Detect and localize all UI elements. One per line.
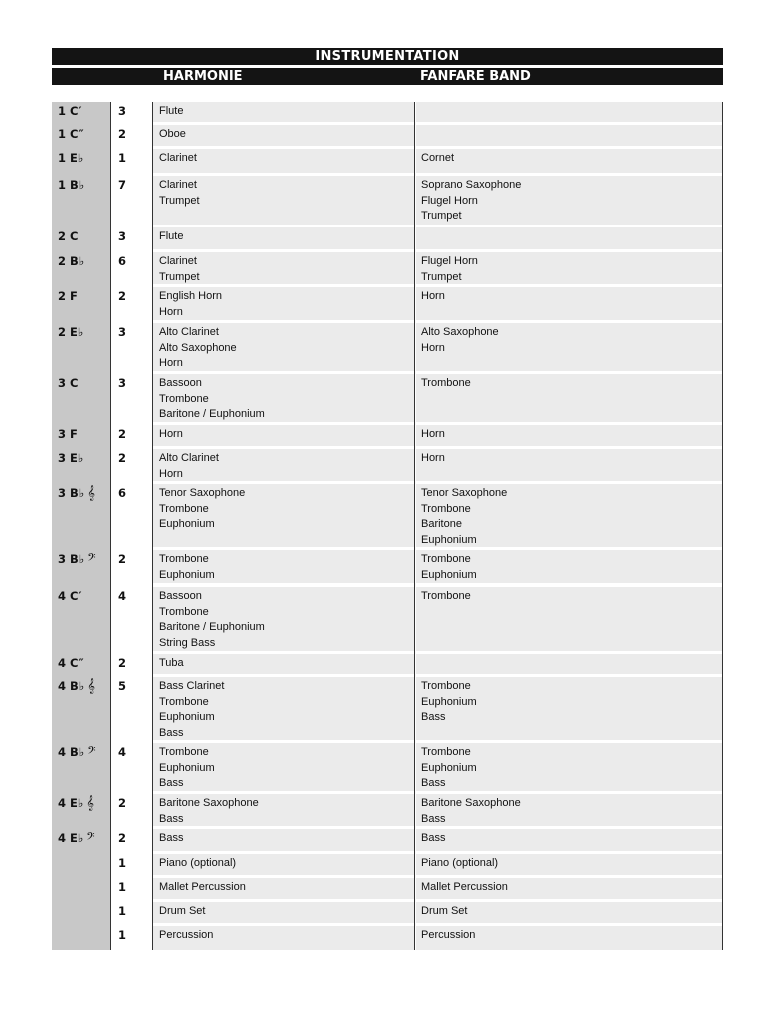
quantity: 3 (118, 325, 127, 339)
instrument-name: Horn (421, 428, 445, 440)
instrument-name: Alto Clarinet (159, 326, 219, 338)
fanfare-instruments (421, 679, 477, 726)
instrument-name: Bass (421, 812, 446, 825)
part-label: 1 E♭ (58, 151, 84, 165)
part-label: 3 E♭ (58, 451, 84, 465)
instrument-name: Alto Clarinet (159, 452, 219, 464)
harmonie-instruments (159, 229, 183, 245)
fanfare-instruments (421, 589, 471, 605)
harmonie-instruments (159, 289, 222, 320)
instrument-name: Alto Saxophone (159, 341, 237, 354)
part-label: 1 C′ (58, 104, 82, 118)
fanfare-instruments (421, 151, 454, 167)
instrument-name: Alto Saxophone (421, 326, 499, 338)
harmonie-instruments (159, 376, 265, 423)
quantity: 2 (118, 451, 127, 465)
instrument-name: Flugel Horn (421, 255, 478, 267)
quantity: 2 (118, 831, 127, 845)
instrument-name: Horn (159, 467, 183, 480)
quantity: 2 (118, 289, 127, 303)
instrument-name: Mallet Percussion (159, 881, 246, 893)
treble-clef-icon: 𝄞 (86, 796, 94, 811)
harmonie-instruments (159, 127, 186, 143)
instrumentation-table (52, 102, 723, 950)
instrument-name: Euphonium (421, 533, 477, 546)
divider-right-edge (722, 102, 723, 950)
instrument-name: Bassoon (159, 590, 202, 602)
quantity: 4 (118, 745, 127, 759)
instrument-name: Cornet (421, 152, 455, 164)
instrument-name: Drum Set (159, 905, 206, 917)
fanfare-instruments (421, 254, 478, 285)
part-label: 4 C′ (58, 589, 82, 603)
instrument-name: Bass Clarinet (159, 680, 225, 692)
instrument-name: Baritone (421, 518, 462, 531)
instrument-name: Euphonium (421, 568, 477, 581)
harmonie-instruments (159, 552, 215, 583)
bass-clef-icon: 𝄢 (87, 745, 96, 760)
instrument-name: Euphonium (421, 695, 477, 708)
harmonie-instruments (159, 589, 265, 651)
fanfare-instruments (421, 904, 467, 920)
instrument-name: Clarinet (159, 255, 197, 267)
instrument-name: Horn (159, 428, 183, 440)
column-header-fanfare: FANFARE BAND (420, 69, 531, 84)
instrument-name: Clarinet (159, 152, 197, 164)
harmonie-instruments (159, 325, 237, 372)
divider-part-qty (110, 102, 111, 950)
instrument-name: Trombone (421, 746, 471, 758)
fanfare-instruments (421, 856, 498, 872)
fanfare-instruments (421, 451, 445, 467)
harmonie-instruments (159, 451, 219, 482)
instrument-name: Flute (159, 105, 184, 117)
instrument-name: Baritone Saxophone (159, 797, 259, 809)
bass-clef-icon: 𝄢 (87, 552, 96, 567)
instrument-name: Baritone / Euphonium (159, 621, 265, 634)
instrument-name: Baritone / Euphonium (159, 408, 265, 421)
instrument-name: Euphonium (159, 711, 215, 724)
treble-clef-icon: 𝄞 (87, 679, 95, 694)
quantity: 2 (118, 656, 127, 670)
instrument-name: Bass (159, 777, 184, 790)
instrument-name: Percussion (421, 929, 476, 941)
harmonie-instruments (159, 796, 259, 827)
instrument-name: Horn (421, 452, 445, 464)
instrument-name: Percussion (159, 929, 214, 941)
harmonie-instruments (159, 856, 236, 872)
fanfare-instruments (421, 376, 471, 392)
instrument-name: Baritone Saxophone (421, 797, 521, 809)
instrument-name: Bass (421, 777, 446, 790)
instrument-name: Bass (159, 812, 184, 825)
harmonie-instruments (159, 880, 246, 896)
instrument-name: Trombone (159, 553, 209, 565)
fanfare-instruments (421, 928, 475, 944)
instrument-name: Clarinet (159, 179, 197, 191)
instrument-name: English Horn (159, 290, 222, 302)
harmonie-instruments (159, 656, 184, 672)
harmonie-instruments (159, 104, 183, 120)
quantity: 3 (118, 229, 127, 243)
instrument-name: Trumpet (421, 210, 462, 223)
part-label: 3 B♭ 𝄞 (58, 486, 95, 501)
instrument-name: Horn (159, 357, 183, 370)
part-label: 3 B♭ 𝄢 (58, 552, 96, 567)
harmonie-instruments (159, 904, 205, 920)
quantity: 1 (118, 928, 127, 942)
instrument-name: Trombone (159, 746, 209, 758)
instrument-name: Trombone (421, 377, 471, 389)
treble-clef-icon: 𝄞 (87, 486, 95, 501)
instrument-name: Trombone (159, 695, 209, 708)
instrument-name: Horn (421, 341, 445, 354)
part-label: 2 E♭ (58, 325, 84, 339)
part-label: 1 B♭ (58, 178, 85, 192)
instrument-name: Bass (159, 726, 184, 739)
divider-harmonie-fanfare (414, 102, 415, 950)
part-label: 1 C″ (58, 127, 84, 141)
instrument-name: Tenor Saxophone (421, 487, 508, 499)
instrument-name: Mallet Percussion (421, 881, 508, 893)
instrument-name: Soprano Saxophone (421, 179, 522, 191)
instrument-name: Drum Set (421, 905, 468, 917)
instrument-name: Piano (optional) (421, 857, 499, 869)
fanfare-instruments (421, 427, 445, 443)
part-label: 4 E♭ 𝄢 (58, 831, 95, 846)
quantity: 1 (118, 151, 127, 165)
divider-qty-harmonie (152, 102, 153, 950)
instrument-name: Trumpet (159, 194, 200, 207)
part-label: 4 B♭ 𝄞 (58, 679, 95, 694)
quantity: 2 (118, 796, 127, 810)
instrument-name: Trombone (421, 590, 471, 602)
instrument-name: Horn (159, 305, 183, 318)
part-label: 4 C″ (58, 656, 84, 670)
instrument-name: Euphonium (159, 568, 215, 581)
fanfare-instruments (421, 289, 445, 305)
instrument-name: Bass (421, 711, 446, 724)
instrument-name: Trombone (421, 553, 471, 565)
harmonie-instruments (159, 679, 224, 741)
instrument-name: Trombone (159, 605, 209, 618)
harmonie-instruments (159, 427, 183, 443)
title-bar (52, 48, 723, 65)
fanfare-instruments (421, 880, 508, 896)
fanfare-instruments (421, 178, 521, 225)
instrument-name: Oboe (159, 128, 186, 140)
instrument-name: Tenor Saxophone (159, 487, 246, 499)
quantity: 7 (118, 178, 127, 192)
quantity: 3 (118, 376, 127, 390)
instrument-name: String Bass (159, 636, 216, 649)
instrument-name: Tuba (159, 657, 184, 669)
instrument-name: Piano (optional) (159, 857, 237, 869)
quantity: 1 (118, 880, 127, 894)
harmonie-instruments (159, 928, 213, 944)
instrument-name: Trombone (159, 392, 209, 405)
part-label: 3 F (58, 427, 78, 441)
part-label: 4 E♭ 𝄞 (58, 796, 94, 811)
quantity: 1 (118, 904, 127, 918)
row-shading (153, 102, 723, 122)
column-header-bar (52, 68, 723, 85)
instrument-name: Bass (421, 832, 446, 844)
harmonie-instruments (159, 254, 200, 285)
harmonie-instruments (159, 151, 197, 167)
instrument-name: Horn (421, 290, 445, 302)
part-label: 4 B♭ 𝄢 (58, 745, 96, 760)
part-label: 3 C (58, 376, 79, 390)
instrument-name: Trumpet (159, 270, 200, 283)
instrument-name: Trombone (421, 680, 471, 692)
instrument-name: Trombone (159, 502, 209, 515)
quantity: 6 (118, 254, 127, 268)
instrument-name: Bass (159, 832, 184, 844)
instrument-name: Bassoon (159, 377, 202, 389)
fanfare-instruments (421, 486, 507, 548)
instrument-name: Flugel Horn (421, 194, 478, 207)
fanfare-instruments (421, 325, 499, 356)
fanfare-instruments (421, 796, 521, 827)
part-label: 2 C (58, 229, 79, 243)
harmonie-instruments (159, 831, 183, 847)
instrument-name: Euphonium (159, 518, 215, 531)
page-title: INSTRUMENTATION (315, 49, 460, 64)
part-label: 2 F (58, 289, 78, 303)
column-header-harmonie: HARMONIE (163, 69, 243, 84)
instrument-name: Euphonium (159, 761, 215, 774)
quantity: 6 (118, 486, 127, 500)
harmonie-instruments (159, 178, 200, 209)
quantity: 2 (118, 427, 127, 441)
quantity: 3 (118, 104, 127, 118)
instrument-name: Euphonium (421, 761, 477, 774)
fanfare-instruments (421, 745, 477, 792)
row-shading (153, 654, 723, 674)
quantity: 2 (118, 127, 127, 141)
quantity: 5 (118, 679, 127, 693)
instrument-name: Trumpet (421, 270, 462, 283)
quantity: 2 (118, 552, 127, 566)
part-label: 2 B♭ (58, 254, 85, 268)
instrument-name: Flute (159, 230, 184, 242)
fanfare-instruments (421, 552, 477, 583)
row-shading (153, 125, 723, 146)
harmonie-instruments (159, 745, 215, 792)
quantity: 4 (118, 589, 127, 603)
quantity: 1 (118, 856, 127, 870)
fanfare-instruments (421, 831, 445, 847)
harmonie-instruments (159, 486, 245, 533)
bass-clef-icon: 𝄢 (86, 831, 95, 846)
instrument-name: Trombone (421, 502, 471, 515)
row-shading (153, 227, 723, 249)
